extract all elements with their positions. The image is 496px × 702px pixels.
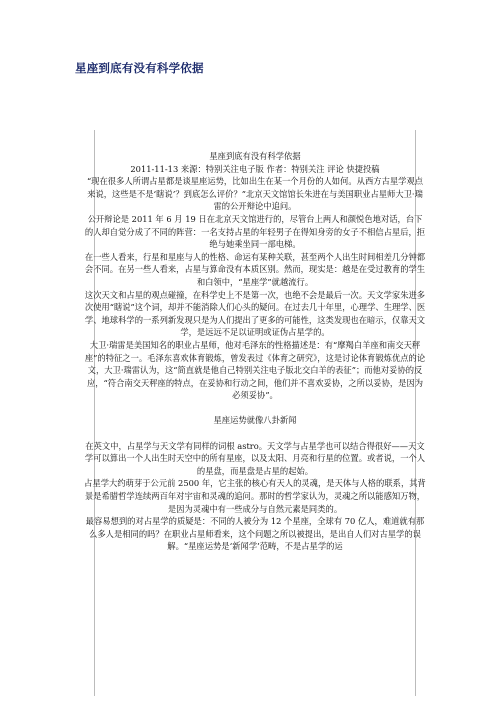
spacer — [84, 402, 426, 415]
spacer — [84, 427, 426, 440]
paragraph: 在一些人看来，行星和星座与人的性格、命运有某种关联，甚至两个人出生时间相差几分钟都会不同。在另一些人看来，占星与算命没有本质区别。然而，现实是：越是在受过教育的学生和白领中，“星座学”就越流行。 — [84, 251, 426, 287]
article-meta: 2011-11-13 来源：特别关注电子版 作者：特别关注 评论 快捷投稿 — [130, 163, 380, 174]
page-title: 星座到底有没有科学依据 — [75, 61, 204, 75]
paragraph: 占星学大约萌芽于公元前 2500 年，它主张的核心有天人的灵魂，是天体与人格的联系，其背景是希腊哲学连续两百年对宇宙和灵魂的追问。那时的哲学家认为，灵魂之所以能感知万物，是因为灵魂中有一些成分与自然元素是同类的。 — [84, 478, 426, 514]
paragraph: 这次天文和占星的观点碰撞，在科学史上不是第一次，也绝不会是最后一次。天文学家朱进多次使用“瞎说”这个词，却并不能消除人们心头的疑问。在过去几十年里，心理学、生理学、医学、地球科学的一系列新发现只是为人们提出了更多的可能性，这类发现也在暗示，仅靠天文学，是远远不足以证明或证伪占星学的。 — [84, 289, 426, 338]
article — [84, 150, 426, 553]
paragraph: “现在很多人所谓占星都是谈星座运势，比如出生在某一个月份的人如何。从西方古星学观点来说，这些是不是‘瞎说’？到底怎么评价？”北京天文馆馆长朱进在与美国职业占星师大卫·瑞雷的公开辩论中追问。 — [86, 176, 424, 212]
paragraph: 大卫·瑞雷是美国知名的职业占星师，他对毛泽东的性格描述是：有“摩羯白羊座和南交天秤座”的特征之一。毛泽东喜欢体育锻炼，曾发表过《体育之研究》，这是讨论体育锻炼优点的论文，大卫·瑞雷认为，这“简直就是他自己特别关注电子版北交白羊的表征”；而他对妥协的反应，“符合南交天秤座的特点，在妥协和行动之间，他们并不喜欢妥协，之所以妥协，是因为必须妥协”。 — [84, 339, 426, 401]
article-title: 星座到底有没有科学依据 — [209, 151, 301, 161]
paragraph: 公开辩论是 2011 年 6 月 19 日在北京天文馆进行的，尽管台上两人和颜悦色地对话，台下的人却自觉分成了不同的阵营：一名支持占星的年轻男子在得知身旁的女子不相信占星后，拒绝与她乘坐同一部电梯。 — [84, 213, 426, 250]
paragraph: 在英文中，占星学与天文学有同样的词根 astro。天文学与占星学也可以结合得很好——天文学可以算出一个人出生时天空中的所有星座，以及太阳、月亮和行星的位置。或者说，一个人的星盘，而星盘是占星的起始。 — [84, 440, 426, 476]
paragraph: 最容易想到的对占星学的质疑是：不同的人被分为 12 个星座，全球有 70 亿人，难道就有那么多人是相同的吗？在职业占星师看来，这个问题之所以被提出，是出自人们对古星学的误解。“星座运势是‘新闻学’范畴，不是占星学的运 — [85, 516, 425, 552]
section-heading: 星座运势就像八卦新闻 — [213, 415, 297, 426]
